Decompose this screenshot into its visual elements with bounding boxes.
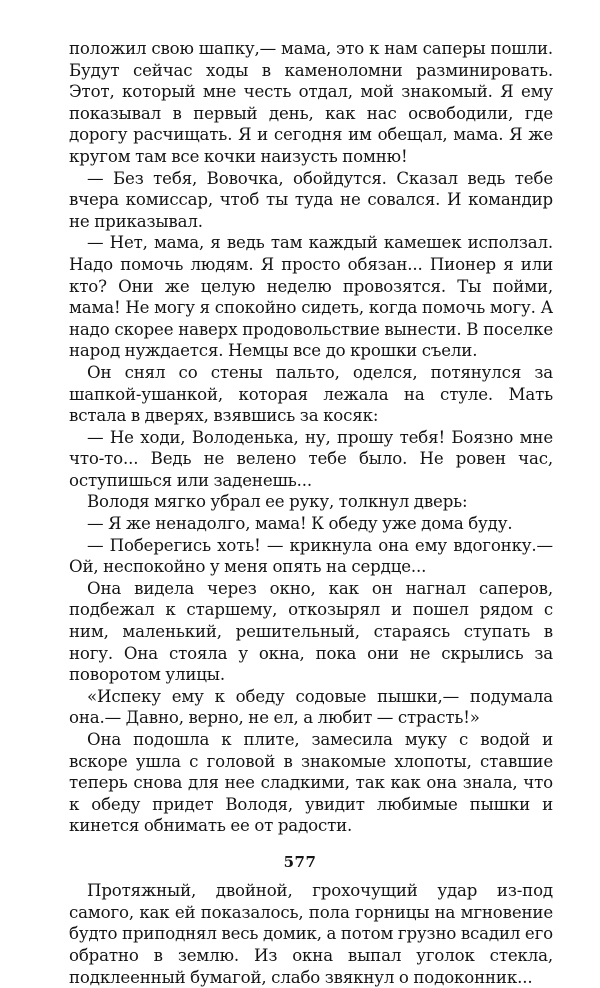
paragraph-1: положил свою шапку,— мама, это к нам саперы пошли. Будут сейчас ходы в каменоломни разминировать. Этот, который мне честь отдал, мой знакомый. Я ему показывал в первый день, как нас освободили, где дорогу расчищать. Я и сегодня им обещал, мама. Я же кругом там все кочки наизусть помню! xyxy=(69,39,553,166)
paragraph-5: — Не ходи, Володенька, ну, прошу тебя! Боязно мне что-то... Ведь не велено тебе было. Не ровен час, оступишься или заденешь... xyxy=(69,427,553,490)
paragraph-6: Володя мягко убрал ее руку, толкнул дверь: xyxy=(87,492,468,512)
paragraph-7: — Я же ненадолго, мама! К обеду уже дома буду. xyxy=(87,514,513,534)
paragraph-2: — Без тебя, Вовочка, обойдутся. Сказал ведь тебе вчера комиссар, чтоб ты туда не совался. И командир не приказывал. xyxy=(69,168,553,231)
section-part1 xyxy=(69,38,553,837)
paragraph-10: «Испеку ему к обеду содовые пышки,— подумала она.— Давно, верно, не ел, а любит — страсть!» xyxy=(69,686,553,728)
paragraph-8: — Поберегись хоть! — крикнула она ему вдогонку.— Ой, неспокойно у меня опять на сердце... xyxy=(69,535,553,577)
paragraph-12: Протяжный, двойной, грохочущий удар из-под самого, как ей показалось, пола горницы на мгновение будто приподнял весь домик, а потом грузно всадил его обратно в землю. Из окна выпал уголок стекла, подклеенный бумагой, слабо звякнул о подоконник... xyxy=(69,881,553,987)
book-page-text xyxy=(69,38,553,988)
paragraph-4: Он снял со стены пальто, оделся, потянулся за шапкой-ушанкой, которая лежала на стуле. Мать встала в дверях, взявшись за косяк: xyxy=(69,362,553,426)
paragraph-9: Она видела через окно, как он нагнал саперов, подбежал к старшему, откозырял и пошел рядом с ним, маленький, решительный, стараясь ступать в ногу. Она стояла у окна, пока они не скрылись за поворотом улицы. xyxy=(69,578,553,685)
paragraph-3: — Нет, мама, я ведь там каждый камешек исползал. Надо помочь людям. Я просто обязан... Пионер я или кто? Они же целую неделю провозятся. Ты пойми, мама! Не могу я спокойно сидеть, когда помочь могу. А надо скорее наверх продовольствие вынести. В поселке народ нуждается. Немцы все до крошки съели. xyxy=(69,233,553,361)
section-part2 xyxy=(69,880,553,988)
paragraph-11: Она подошла к плите, замесила муку с водой и вскоре ушла с головой в знакомые хлопоты, ставшие теперь снова для нее сладкими, так как она знала, что к обеду придет Володя, увидит любимые пышки и кинется обнимать ее от радости. xyxy=(69,730,553,836)
page-number: 577 xyxy=(283,853,317,871)
